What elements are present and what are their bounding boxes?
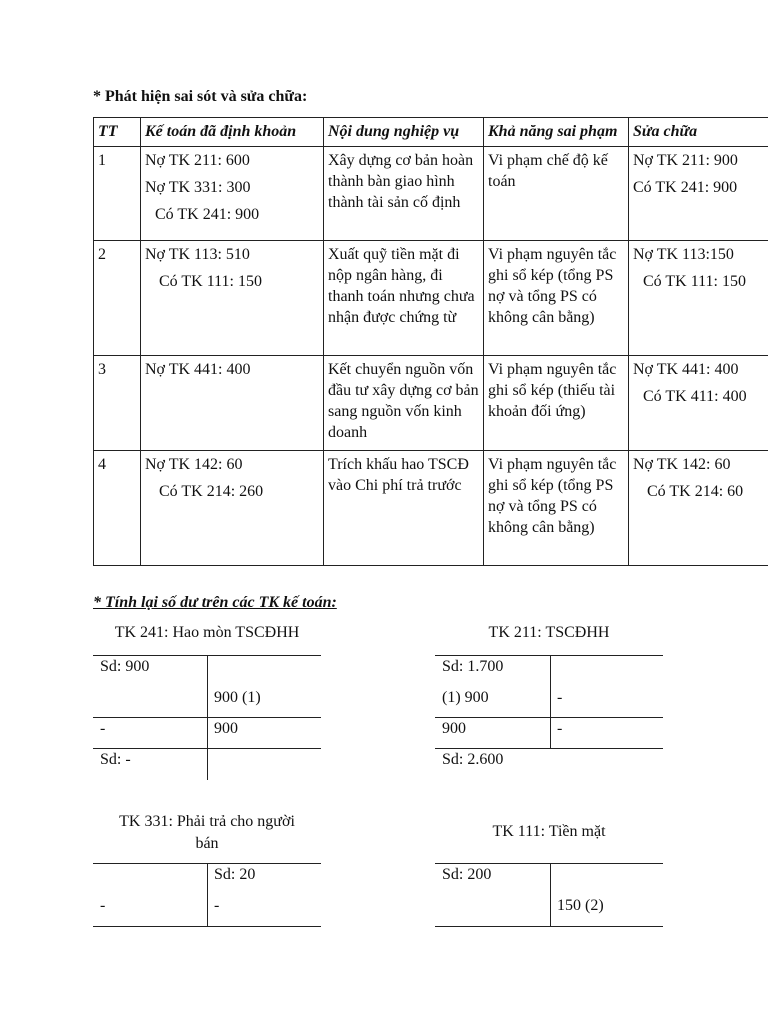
section-heading-errors: * Phát hiện sai sót và sửa chữa: (93, 88, 308, 105)
fix-line: Nợ TK 441: 400 (633, 361, 739, 378)
section-heading-balances: * Tính lại số dư trên các TK kế toán: (93, 594, 337, 611)
table-row (94, 147, 768, 241)
fix-line: Nợ TK 113:150 (633, 246, 734, 263)
fix-line: Có TK 111: 150 (643, 273, 746, 290)
row-entries (141, 241, 324, 356)
t-account-cell: Sd: 1.700 (442, 658, 504, 675)
row-entries (141, 356, 324, 451)
t-account-cell: - (557, 720, 563, 737)
t-account-cell: Sd: 20 (214, 866, 256, 883)
entry-line: Nợ TK 441: 400 (145, 361, 251, 378)
row-violation: Vi phạm nguyên tắc ghi sổ kép (thiếu tài khoản đối ứng) (484, 356, 629, 451)
t-account-title (93, 811, 321, 855)
t-account-cell: Sd: 2.600 (442, 751, 504, 768)
header-fix: Sửa chữa (629, 118, 768, 147)
entry-line: Có TK 241: 900 (155, 206, 260, 223)
entry-line: Có TK 214: 260 (159, 483, 264, 500)
row-content: Trích khấu hao TSCĐ vào Chi phí trả trước (324, 451, 484, 566)
t-account-cell: 150 (2) (557, 897, 604, 914)
t-account-cell: - (100, 720, 106, 737)
t-account-cell: (1) 900 (442, 689, 489, 706)
header-content: Nội dung nghiệp vụ (324, 118, 484, 147)
t-account-cell: Sd: 200 (442, 866, 492, 883)
entry-line: Có TK 111: 150 (159, 273, 262, 290)
fix-line: Có TK 214: 60 (647, 483, 744, 500)
row-content: Xây dựng cơ bản hoàn thành bàn giao hình thành tài sản cố định (324, 147, 484, 241)
row-fix (629, 356, 768, 451)
table-header-row (94, 118, 768, 147)
t-account-title: TK 211: TSCĐHH (488, 624, 610, 641)
row-entries (141, 451, 324, 566)
entry-line: Nợ TK 113: 510 (145, 246, 250, 263)
row-fix (629, 451, 768, 566)
t-account-cell: - (214, 897, 220, 914)
t-account-cell: - (100, 897, 106, 914)
t-account-title: TK 241: Hao mòn TSCĐHH (114, 624, 300, 641)
t-account-cell: Sd: - (100, 751, 131, 768)
t-account-cell: - (557, 689, 563, 706)
row-tt: 3 (94, 356, 141, 451)
row-fix (629, 241, 768, 356)
header-violation: Khả năng sai phạm (484, 118, 629, 147)
fix-line: Có TK 411: 400 (643, 388, 747, 405)
entry-line: Nợ TK 142: 60 (145, 456, 243, 473)
fix-line: Nợ TK 142: 60 (633, 456, 731, 473)
row-violation: Vi phạm nguyên tắc ghi sổ kép (tổng PS nợ và tổng PS có không cân bằng) (484, 451, 629, 566)
entry-line: Nợ TK 331: 300 (145, 179, 251, 196)
t-account-cell: Sd: 900 (100, 658, 150, 675)
t-account-cell: 900 (214, 720, 238, 737)
row-content: Kết chuyển nguồn vốn đầu tư xây dựng cơ bản sang nguồn vốn kinh doanh (324, 356, 484, 451)
t-account-cell: 900 (1) (214, 689, 261, 706)
row-tt: 2 (94, 241, 141, 356)
t-account-cell: 900 (442, 720, 466, 737)
t-account-title-line: bán (195, 835, 219, 852)
row-content: Xuất quỹ tiền mặt đi nộp ngân hàng, đi thanh toán nhưng chưa nhận được chứng từ (324, 241, 484, 356)
table-row (94, 356, 768, 451)
row-fix (629, 147, 768, 241)
table-row (94, 451, 768, 566)
row-tt: 1 (94, 147, 141, 241)
table-row (94, 241, 768, 356)
row-violation: Vi phạm chế độ kế toán (484, 147, 629, 241)
t-account-title-line: TK 331: Phải trả cho người (119, 813, 295, 830)
error-correction-table (93, 117, 768, 566)
row-entries (141, 147, 324, 241)
fix-line: Nợ TK 211: 900 (633, 152, 738, 169)
row-tt: 4 (94, 451, 141, 566)
entry-line: Nợ TK 211: 600 (145, 152, 250, 169)
header-entries: Kế toán đã định khoản (141, 118, 324, 147)
row-violation: Vi phạm nguyên tắc ghi sổ kép (tổng PS nợ và tổng PS có không cân bằng) (484, 241, 629, 356)
t-account-title: TK 111: Tiền mặt (492, 823, 606, 840)
fix-line: Có TK 241: 900 (633, 179, 738, 196)
header-tt: TT (94, 118, 141, 147)
